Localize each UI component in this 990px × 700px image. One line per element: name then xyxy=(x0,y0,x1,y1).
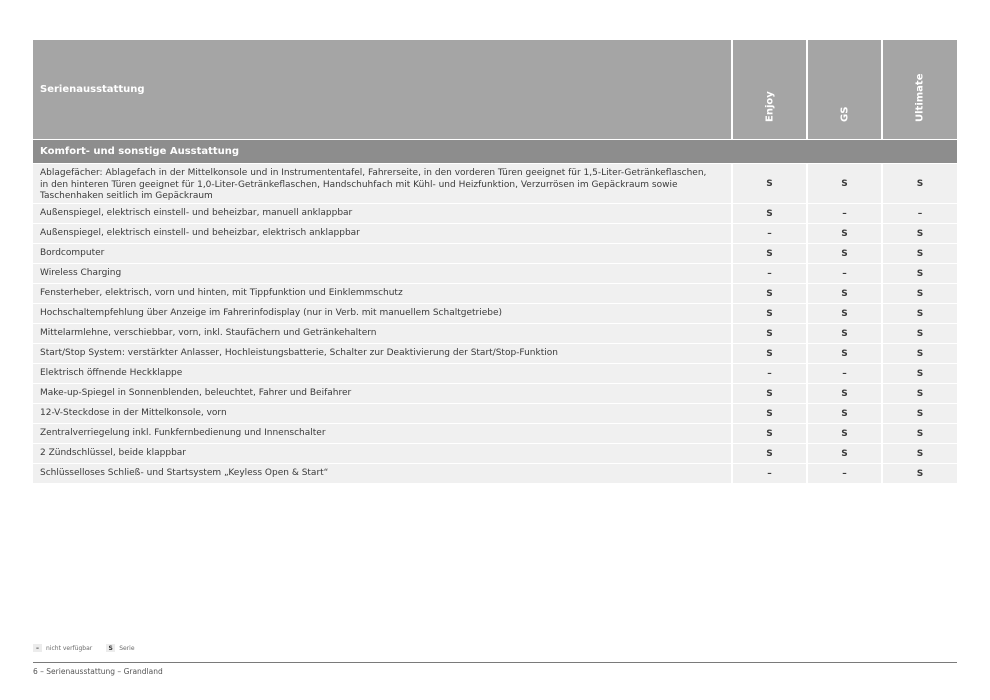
legend-text: Serie xyxy=(119,644,135,652)
section-header xyxy=(33,140,957,163)
row-value-enjoy: S xyxy=(731,384,806,403)
column-header-gs xyxy=(806,40,881,139)
legend xyxy=(33,644,149,652)
row-value-enjoy: S xyxy=(731,304,806,323)
row-value-enjoy: S xyxy=(731,344,806,363)
row-value-gs: S xyxy=(806,324,881,343)
row-value-enjoy: S xyxy=(731,424,806,443)
table-row xyxy=(33,404,957,423)
row-value-enjoy: S xyxy=(731,324,806,343)
row-value-gs: S xyxy=(806,404,881,423)
row-feature: Make-up-Spiegel in Sonnenblenden, beleuchtet, Fahrer und Beifahrer xyxy=(40,388,352,398)
table-header xyxy=(33,40,957,139)
row-feature: Hochschaltempfehlung über Anzeige im Fahrerinfodisplay (nur in Verb. mit manuellem Schaltgetriebe) xyxy=(40,308,503,318)
row-feature: Fensterheber, elektrisch, vorn und hinten, mit Tippfunktion und Einklemmschutz xyxy=(40,288,403,298)
row-feature: 2 Zündschlüssel, beide klappbar xyxy=(40,448,186,458)
row-feature: Start/Stop System: verstärkter Anlasser, Hochleistungsbatterie, Schalter zur Deaktivierung der Start/Stop-Funktion xyxy=(40,348,558,358)
row-value-ultimate: S xyxy=(881,364,957,383)
table-row xyxy=(33,304,957,323)
row-value-ultimate: S xyxy=(881,164,957,203)
row-value-enjoy: S xyxy=(731,244,806,263)
row-feature: Wireless Charging xyxy=(40,268,122,278)
row-value-gs: S xyxy=(806,444,881,463)
row-value-gs: S xyxy=(806,244,881,263)
table-row xyxy=(33,244,957,263)
column-label: Ultimate xyxy=(914,73,926,122)
table-row xyxy=(33,344,957,363)
row-value-enjoy: – xyxy=(731,224,806,243)
row-value-ultimate: S xyxy=(881,344,957,363)
row-feature: Mittelarmlehne, verschiebbar, vorn, inkl. Staufächern und Getränkehaltern xyxy=(40,328,377,338)
row-value-ultimate: S xyxy=(881,444,957,463)
footer-divider xyxy=(33,662,957,663)
row-feature: Außenspiegel, elektrisch einstell- und beheizbar, manuell anklappbar xyxy=(40,208,353,218)
row-value-gs: S xyxy=(806,164,881,203)
column-label: Enjoy xyxy=(764,91,775,122)
row-feature: Außenspiegel, elektrisch einstell- und beheizbar, elektrisch anklappbar xyxy=(40,228,360,238)
row-value-ultimate: S xyxy=(881,424,957,443)
row-feature: 12-V-Steckdose in der Mittelkonsole, vorn xyxy=(40,408,227,418)
table-row xyxy=(33,224,957,243)
row-value-gs: – xyxy=(806,364,881,383)
row-value-ultimate: S xyxy=(881,404,957,423)
row-value-gs: S xyxy=(806,284,881,303)
equipment-table xyxy=(33,40,957,483)
legend-item xyxy=(33,644,92,652)
row-value-gs: – xyxy=(806,464,881,483)
row-value-gs: – xyxy=(806,264,881,283)
row-value-gs: S xyxy=(806,344,881,363)
column-header-ultimate xyxy=(881,40,957,139)
header-feature-cell xyxy=(33,40,731,139)
row-value-ultimate: S xyxy=(881,464,957,483)
row-value-ultimate: – xyxy=(881,204,957,223)
row-feature: Schlüsselloses Schließ- und Startsystem „Keyless Open & Start“ xyxy=(40,468,329,478)
table-row xyxy=(33,464,957,483)
table-row xyxy=(33,264,957,283)
row-value-ultimate: S xyxy=(881,224,957,243)
row-feature: Ablagefächer: Ablagefach in der Mittelkonsole und in Instrumententafel, Fahrerseite, in den vorderen Türen geeignet für 1,5-Liter-Getränkeflaschen, in den hinteren Türen geeignet für 1,0-Liter-Getränkeflaschen, Handschuhfach mit Kühl- und Heizfunktion, Verzurrösen im Gepäckraum sowie Taschenhaken seitlich im Gepäckraum xyxy=(40,168,707,201)
row-value-ultimate: S xyxy=(881,304,957,323)
row-value-enjoy: S xyxy=(731,284,806,303)
row-feature: Elektrisch öffnende Heckklappe xyxy=(40,368,183,378)
table-header-title: Serienausstattung xyxy=(40,84,145,95)
page-footer: 6 – Serienausstattung – Grandland xyxy=(33,667,163,676)
row-value-enjoy: – xyxy=(731,464,806,483)
row-value-gs: – xyxy=(806,204,881,223)
row-value-enjoy: S xyxy=(731,404,806,423)
legend-symbol: – xyxy=(33,644,42,652)
row-value-enjoy: – xyxy=(731,264,806,283)
row-value-ultimate: S xyxy=(881,284,957,303)
table-row xyxy=(33,384,957,403)
row-value-gs: S xyxy=(806,384,881,403)
row-feature: Zentralverriegelung inkl. Funkfernbedienung und Innenschalter xyxy=(40,428,326,438)
row-value-ultimate: S xyxy=(881,384,957,403)
table-row xyxy=(33,164,957,203)
row-feature: Bordcomputer xyxy=(40,248,105,258)
row-value-ultimate: S xyxy=(881,324,957,343)
table-row xyxy=(33,324,957,343)
table-row xyxy=(33,444,957,463)
row-value-gs: S xyxy=(806,304,881,323)
row-value-enjoy: S xyxy=(731,204,806,223)
row-value-enjoy: – xyxy=(731,364,806,383)
legend-item xyxy=(106,644,134,652)
table-row xyxy=(33,364,957,383)
section-title: Komfort- und sonstige Ausstattung xyxy=(40,146,240,157)
legend-text: nicht verfügbar xyxy=(46,644,93,652)
row-value-ultimate: S xyxy=(881,244,957,263)
row-value-gs: S xyxy=(806,224,881,243)
row-value-ultimate: S xyxy=(881,264,957,283)
table-row xyxy=(33,424,957,443)
row-value-enjoy: S xyxy=(731,444,806,463)
column-label: GS xyxy=(839,106,850,122)
table-row xyxy=(33,284,957,303)
legend-symbol: S xyxy=(106,644,115,652)
row-value-enjoy: S xyxy=(731,164,806,203)
column-header-enjoy xyxy=(731,40,806,139)
table-row xyxy=(33,204,957,223)
row-value-gs: S xyxy=(806,424,881,443)
